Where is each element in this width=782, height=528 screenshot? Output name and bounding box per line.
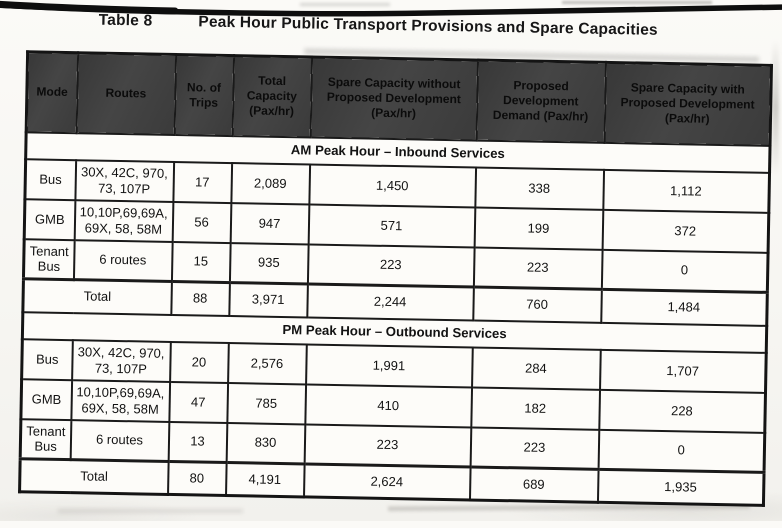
cell-total-capacity: 785 bbox=[227, 383, 306, 424]
cell-demand: 199 bbox=[474, 207, 603, 249]
cell-mode: GMB bbox=[21, 379, 72, 420]
cell-spare-with: 372 bbox=[602, 209, 769, 252]
cell-trips: 15 bbox=[171, 241, 230, 282]
col-header-mode: Mode bbox=[26, 52, 77, 133]
cell-spare-with: 0 bbox=[601, 249, 768, 292]
cell-routes: 30X, 42C, 970, 73, 107P bbox=[72, 340, 171, 382]
cell-demand: 338 bbox=[475, 167, 604, 209]
col-header-routes: Routes bbox=[76, 53, 175, 135]
cell-demand: 223 bbox=[470, 427, 599, 469]
total-total-capacity: 4,191 bbox=[226, 463, 305, 497]
transport-provisions-table bbox=[18, 50, 773, 507]
cell-total-capacity: 2,089 bbox=[231, 163, 310, 204]
cell-mode: Bus bbox=[25, 159, 76, 200]
cell-spare-without: 1,991 bbox=[306, 344, 473, 387]
col-header-spare-without: Spare Capacity without Proposed Development (Pax/hr) bbox=[310, 57, 477, 140]
cell-routes: 10,10P,69,69A, 69X, 58, 58M bbox=[74, 200, 173, 242]
cell-spare-without: 571 bbox=[308, 204, 475, 247]
table-caption bbox=[99, 12, 658, 40]
cell-mode: GMB bbox=[24, 199, 75, 240]
total-label: Total bbox=[20, 459, 169, 495]
cell-total-capacity: 2,576 bbox=[228, 343, 307, 384]
col-header-trips: No. of Trips bbox=[174, 55, 233, 136]
total-spare-without: 2,244 bbox=[307, 284, 474, 320]
section-heading: PM Peak Hour – Outbound Services bbox=[22, 312, 766, 353]
cell-mode: Tenant Bus bbox=[20, 419, 71, 460]
total-demand: 689 bbox=[469, 467, 598, 502]
total-spare-with: 1,484 bbox=[601, 289, 768, 325]
page-title: Peak Hour Public Transport Provisions and Spare Capacities bbox=[198, 13, 658, 39]
cell-trips: 47 bbox=[169, 381, 228, 422]
cell-spare-without: 223 bbox=[304, 424, 471, 467]
col-header-total-capacity: Total Capacity (Pax/hr) bbox=[232, 56, 311, 137]
total-trips: 80 bbox=[168, 461, 227, 495]
cell-demand: 223 bbox=[473, 247, 602, 289]
cell-mode: Tenant Bus bbox=[23, 239, 74, 280]
cell-trips: 20 bbox=[170, 341, 229, 382]
cell-total-capacity: 947 bbox=[230, 203, 309, 244]
cell-routes: 10,10P,69,69A, 69X, 58, 58M bbox=[71, 380, 170, 422]
cell-spare-without: 223 bbox=[307, 244, 474, 287]
cell-total-capacity: 830 bbox=[226, 423, 305, 464]
cell-spare-with: 228 bbox=[599, 389, 766, 432]
section-heading: AM Peak Hour – Inbound Services bbox=[26, 132, 770, 173]
total-spare-without: 2,624 bbox=[304, 464, 471, 500]
cell-spare-with: 1,112 bbox=[603, 169, 770, 212]
cell-spare-with: 1,707 bbox=[600, 349, 767, 392]
cell-routes: 6 routes bbox=[70, 420, 169, 462]
cell-spare-with: 0 bbox=[598, 429, 765, 472]
col-header-spare-with: Spare Capacity with Proposed Development (Pax/hr) bbox=[604, 62, 771, 145]
col-header-demand: Proposed Development Demand (Pax/hr) bbox=[476, 60, 605, 142]
table-number-label: Table 8 bbox=[98, 11, 153, 30]
cell-mode: Bus bbox=[22, 339, 73, 380]
total-trips: 88 bbox=[171, 281, 230, 315]
cell-demand: 284 bbox=[472, 347, 601, 389]
cell-routes: 30X, 42C, 970, 73, 107P bbox=[75, 160, 174, 202]
cell-trips: 17 bbox=[173, 161, 232, 202]
cell-spare-without: 1,450 bbox=[309, 164, 476, 207]
total-demand: 760 bbox=[473, 287, 602, 322]
cell-trips: 56 bbox=[172, 201, 231, 242]
total-spare-with: 1,935 bbox=[597, 469, 764, 505]
cell-demand: 182 bbox=[471, 387, 600, 429]
cell-routes: 6 routes bbox=[73, 240, 172, 282]
cell-spare-without: 410 bbox=[305, 384, 472, 427]
total-total-capacity: 3,971 bbox=[229, 283, 308, 317]
cell-trips: 13 bbox=[168, 421, 227, 462]
header-row bbox=[26, 52, 771, 146]
total-label: Total bbox=[23, 279, 172, 315]
cell-total-capacity: 935 bbox=[229, 243, 308, 284]
